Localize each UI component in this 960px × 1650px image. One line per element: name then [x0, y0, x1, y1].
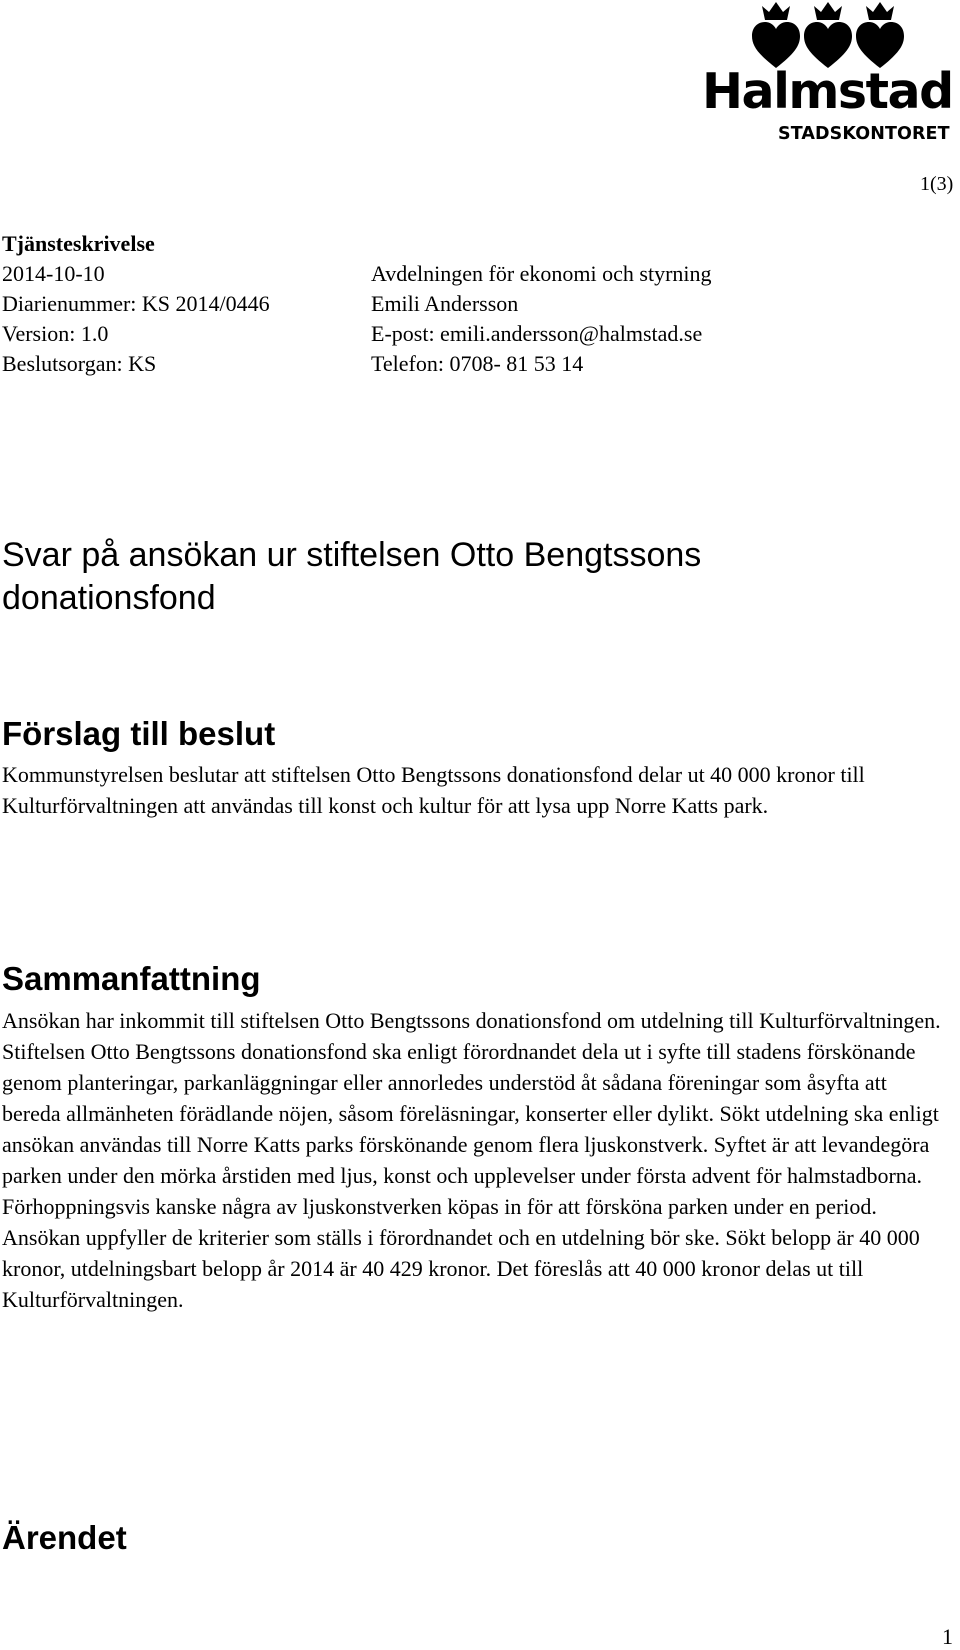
crowns-hearts-icon [700, 0, 960, 70]
paragraph-forslag: Kommunstyrelsen beslutar att stiftelsen Otto Bengtssons donationsfond delar ut 40 000 kronor till Kulturförvaltningen att användas till konst och kultur för att lysa upp Norre Katts park. [2, 762, 865, 818]
paragraph-sammanfattning: Ansökan har inkommit till stiftelsen Otto Bengtssons donationsfond om utdelning till Kulturförvaltningen. Stiftelsen Otto Bengtssons donationsfond ska enligt förordnandet dela ut i syfte till stadens förskönande genom planteringar, parkanläggningar eller annorledes understöd åt sådana föreningar som åsyfta att bereda allmänheten förädlande nöjen, såsom föreläsningar, konserter eller dylikt. Sökt utdelning ska enligt ansökan användas till Norre Katts parks förskönande genom flera ljuskonstverk. Syftet är att levandegöra parken under den mörka årstiden med ljus, konst och upplevelser under första advent för halmstadborna. Förhoppningsvis kanske några av ljuskonstverken köpas in för att försköna parken under en period. Ansökan uppfyller de kriterier som ställs i förordnandet och en utdelning bör ske. Sökt belopp är 40 000 kronor, utdelningsbart belopp år 2014 är 40 429 kronor. Det föreslås att 40 000 kronor delas ut till Kulturförvaltningen. [2, 1008, 941, 1312]
heart-icon [752, 22, 800, 68]
version: Version: 1.0 [2, 321, 109, 346]
heading-sammanfattning: Sammanfattning [2, 960, 261, 997]
diarienummer: Diarienummer: KS 2014/0446 [2, 291, 270, 316]
page-indicator: 1(3) [920, 173, 954, 195]
crown-icon [866, 2, 894, 20]
contact-phone: Telefon: 0708- 81 53 14 [371, 351, 584, 376]
crown-icon [814, 2, 842, 20]
document-type: Tjänsteskrivelse [2, 231, 155, 256]
logo-wordmark: Halmstad [702, 63, 953, 120]
heart-icon [804, 22, 852, 68]
contact-name: Emili Andersson [371, 291, 519, 316]
document-date: 2014-10-10 [2, 261, 105, 286]
crown-icon [762, 2, 790, 20]
department: Avdelningen för ekonomi och styrning [371, 261, 712, 286]
beslutsorgan: Beslutsorgan: KS [2, 351, 157, 376]
page-number: 1 [942, 1624, 953, 1649]
contact-email[interactable]: E-post: emili.andersson@halmstad.se [371, 321, 703, 346]
heart-icon [856, 22, 904, 68]
heading-forslag: Förslag till beslut [2, 715, 276, 752]
heading-arendet: Ärendet [2, 1519, 127, 1556]
logo-subtitle: STADSKONTORET [778, 124, 950, 144]
page-title: Svar på ansökan ur stiftelsen Otto Bengtssons donationsfond [2, 536, 702, 617]
